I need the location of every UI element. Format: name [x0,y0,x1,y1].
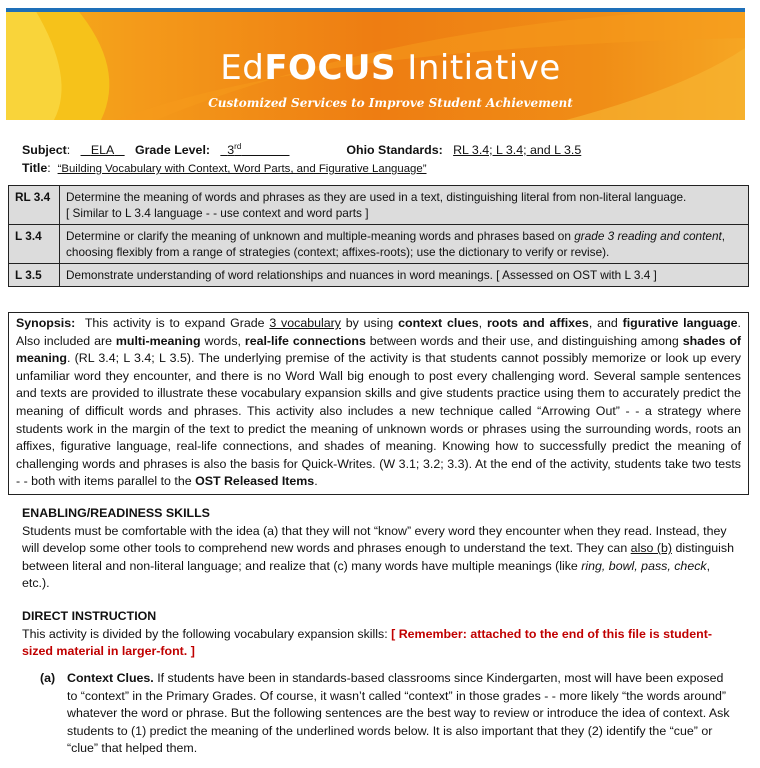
synopsis-label: Synopsis: [16,316,76,330]
brand-logo-text [6,48,745,88]
brand-tagline: Customized Services to Improve Student Achievement [208,96,573,110]
lesson-meta [22,142,742,180]
direct-instruction-paragraph: This activity is divided by the following vocabulary expansion skills: [ Remember: attached to the end of this file is student-sized material in larger-font. ] [22,626,712,659]
brand-rest: Initiative [396,48,561,88]
enabling-section [22,505,737,593]
table-row [9,186,749,225]
brand-light: Ed [220,48,265,88]
enabling-heading: ENABLING/READINESS SKILLS [22,506,210,520]
grade-label: Grade Level: [134,143,211,158]
title-label: Title [22,161,48,175]
table-row [9,264,749,287]
meta-row-2: Title: “Building Vocabulary with Context, Word Parts, and Figurative Language” [22,161,427,175]
item-text: Context Clues. If students have been in standards-based classrooms since Kindergarten, most will have been exposed to “context” in the Primary Grades. Of course, it wasn’t called “context” in those grades - - more likely “the words around” whatever the word or phrase. But the following sentences are the best way to review or introduce the idea of context. Ask students to (1) predict the meaning of the underlined words below. It is also important that they (2) identify the “cue” or “clue” that helped them. [67,671,730,756]
edfocus-banner [6,8,745,120]
standard-code: RL 3.4 [9,186,60,225]
meta-row-1: Subject: ELA Grade Level: 3rd Ohio Standards: RL 3.4; L 3.4; and L 3.5 [22,142,582,158]
brand-bold: FOCUS [264,48,396,88]
standards-label: Ohio Standards: [346,143,443,158]
standards-value: RL 3.4; L 3.4; and L 3.5 [453,143,582,158]
standard-code: L 3.4 [9,225,60,264]
standard-code: L 3.5 [9,264,60,287]
direct-instruction-heading: DIRECT INSTRUCTION [22,609,157,623]
synopsis-box: Synopsis: This activity is to expand Grade 3 vocabulary by using context clues, roots and affixes, and figurative language. Also included are multi-meaning words, real-life connections between words and their use, and distinguishing among shades of meaning. (RL 3.4; L 3.4; L 3.5). The underlying premise of the activity is that students cannot possibly memorize or look up every unfamiliar word they encounter, and there is no Word Wall big enough to post every challenging word. Several sample sentences and texts are provided to illustrate these vocabulary expansion skills and give students practice using them to accurately predict the meaning of difficult words and phrases. This activity also includes a new technique called “Arrowing Out” - - a strategy where students work in the margin of the text to predict the meaning of unknown words or phrases using the surrounding words, roots an affixes, figurative language, real-life connections, and shades of meaning. Knowing how to successfully predict the meaning of challenging words and phrases is also the basis for Quick-Writes. (W 3.1; 3.2; 3.3). At the end of the activity, students take two tests - - both with items parallel to the OST Released Items. [8,312,749,495]
item-marker: (a) [40,671,56,685]
subject-label: Subject [22,143,67,158]
table-row [9,225,749,264]
remember-note: [ Remember: attached to the end of this file is student-sized material in larger-font. ] [22,626,712,659]
subject-value: ELA [90,143,115,158]
enabling-paragraph: Students must be comfortable with the idea (a) that they will not “know” every word they encounter when they read. Instead, they will develop some other tools to comprehend new words and phrases enough to understand the text. They can also (b) distinguish between literal and non-literal language; and realize that (c) many words have multiple meanings (like ring, bowl, pass, check, etc.). [22,523,734,591]
standards-table [8,185,749,287]
standard-description: Determine or clarify the meaning of unknown and multiple-meaning words and phrases based on grade 3 reading and content, choosing flexibly from a range of strategies (context; affixes-roots); use the dictionary to verify or revise). [60,225,749,264]
context-clues-item [40,670,730,758]
standard-description: Demonstrate understanding of word relationships and nuances in word meanings. [ Assessed on OST with L 3.4 ] [60,264,749,287]
direct-instruction-section [22,608,737,661]
standard-description: Determine the meaning of words and phrases as they are used in a text, distinguishing literal from non-literal language. [ Similar to L 3.4 language - - use context and word parts ] [60,186,749,225]
title-value: “Building Vocabulary with Context, Word Parts, and Figurative Language” [57,163,427,175]
grade-value: 3rd [227,142,242,158]
